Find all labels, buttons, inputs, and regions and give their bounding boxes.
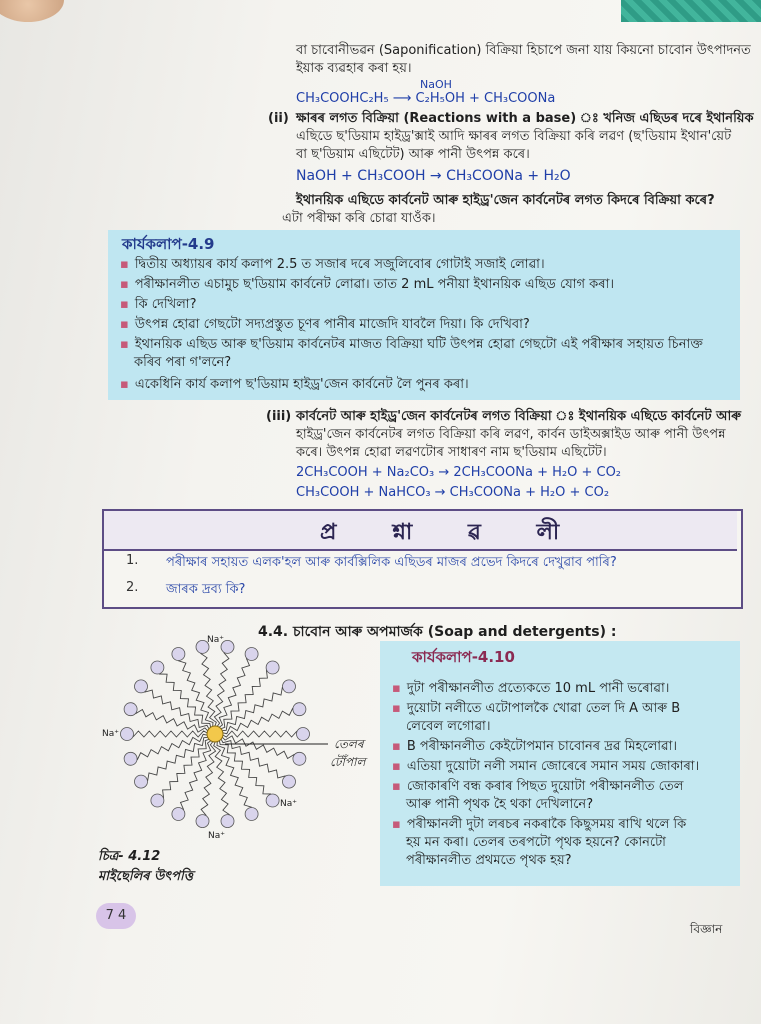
questions-title: প্ৰ শ্না ৱ লী (320, 520, 584, 545)
chemical-equation: NaOH + CH₃COOH → CH₃COONa + H₂O (296, 168, 571, 184)
activity-item: ▪ একেধিনি কাৰ্য কলাপ ছ'ডিয়াম হাইড্ৰ'জেন কাৰ্বনেট লৈ পুনৰ কৰা। (120, 376, 469, 393)
activity-item: ▪ দুটা পৰীক্ষানলীত প্ৰত্যেকতে 10 mL পানী ভৰোৱা। (392, 680, 669, 697)
chemical-equation: 2CH₃COOH + Na₂CO₃ → 2CH₃COONa + H₂O + CO₂ (296, 465, 622, 480)
ionic-head (293, 703, 306, 716)
question-text: পৰীক্ষাৰ সহায়ত এলক'হল আৰু কাৰ্বক্সিলিক এছিডৰ মাজৰ প্ৰভেদ কিদৰে দেখুৱাব পাৰি? (166, 555, 617, 570)
text-line: ইথানয়িক এছিডে কাৰ্বনেট আৰু হাইড্ৰ'জেন কাৰ্বনেটৰ লগত কিদৰে বিক্ৰিয়া কৰে? (296, 193, 715, 208)
text-line: বা ছ'ডিয়াম এছিটেট) আৰু পানী উৎপন্ন কৰে। (296, 147, 530, 162)
sodium-ion-label: Na⁺ (102, 729, 119, 739)
hydrocarbon-tail (137, 734, 209, 760)
question-number: 2. (126, 580, 139, 595)
text-line: হাইড্ৰ'জেন কাৰ্বনেটৰ লগত বিক্ৰিয়া কৰি লৱণ, কাৰ্বন ডাইঅক্সাইড আৰু পানী উৎপন্ন (296, 427, 726, 442)
activity-title: কাৰ্যকলাপ-4.10 (412, 648, 515, 666)
activity-item: ▪ পৰীক্ষানলী দুটা লৰচৰ নকৰাকৈ কিছুসময় ৰাখি থলে কি (392, 816, 686, 833)
ionic-head (151, 661, 164, 674)
section-heading: 4.4. চাবোন আৰু অপমাৰ্জক (Soap and detergents) : (258, 624, 617, 640)
text-line: কৰে। উৎপন্ন হোৱা লৱণটোৰ সাধাৰণ নাম ছ'ডিয়াম এছিটেট। (296, 445, 607, 460)
section-marker: (ii) (268, 111, 289, 126)
activity-item: ▪ কি দেখিলা? (120, 296, 196, 313)
hydrocarbon-tail (221, 708, 293, 734)
ionic-head (297, 728, 310, 741)
hydrocarbon-tail (159, 674, 211, 730)
ionic-head (266, 661, 279, 674)
chemical-equation: CH₃COOHC₂H₅ ⟶ C₂H₅OH + CH₃COONa (296, 91, 556, 106)
activity-item: ▪ এতিয়া দুয়োটা নলী সমান জোৰেৰে সমান সময় জোকাৰা। (392, 758, 699, 775)
book-subject: বিজ্ঞান (690, 922, 723, 936)
ionic-head (124, 752, 137, 765)
text-line: ইয়াক ব্যৱহাৰ কৰা হয়। (296, 61, 412, 76)
figure-caption: মাইছেলিৰ উৎপত্তি (98, 869, 194, 884)
ionic-head (135, 775, 148, 788)
ionic-head (151, 794, 164, 807)
finger (0, 0, 64, 22)
ionic-head (266, 794, 279, 807)
activity-item: ▪ B পৰীক্ষানলীত কেইটোপমান চাবোনৰ দ্ৰৱ মিহলোৱা। (392, 738, 677, 755)
ionic-head (245, 648, 258, 661)
activity-item-continued: লেবেল লগোৱা। (406, 719, 491, 734)
question-number: 1. (126, 553, 139, 568)
sodium-ion-label: Na⁺ (280, 799, 297, 809)
page-number: 7 4 (96, 903, 136, 929)
hydrocarbon-tail (144, 690, 210, 731)
ionic-head (124, 703, 137, 716)
sodium-ion-label: Na⁺ (207, 635, 224, 645)
activity-item-continued: হয় মন কৰা। তেলৰ তৰপটো পৃথক হয়নে? কোনটো (406, 835, 666, 850)
figure-caption: চিত্ৰ- 4.12 (98, 849, 161, 864)
activity-item: ▪ পৰীক্ষানলীত এচামুচ ছ'ডিয়াম কাৰ্বনেট লোৱা। তাত 2 mL পনীয়া ইথানয়িক এছিড যোগ কৰা। (120, 276, 614, 293)
ionic-head (172, 648, 185, 661)
cloth-edge (621, 0, 761, 22)
oil-drop-label: টোঁপাল (330, 755, 366, 769)
ionic-head (245, 808, 258, 821)
ionic-head (172, 808, 185, 821)
ionic-head (121, 728, 134, 741)
section-marker: (iii) (266, 409, 292, 424)
activity-item-continued: আৰু পানী পৃথক হৈ থকা দেখিলানে? (406, 797, 594, 812)
activity-item: ▪ ইথানয়িক এছিড আৰু ছ'ডিয়াম কাৰ্বনেটৰ মাজত বিক্ৰিয়া ঘটি উৎপন্ন হোৱা গেছটো এই পৰীক্ষাৰ সহায়ত চিনাক্ত (120, 336, 703, 353)
ionic-head (196, 815, 209, 828)
ionic-head (283, 775, 296, 788)
hydrocarbon-tail (220, 687, 282, 731)
ionic-head (221, 815, 234, 828)
oil-drop-label: তেলৰ (334, 737, 364, 751)
oil-droplet (207, 726, 223, 742)
chemical-equation: CH₃COOH + NaHCO₃ → CH₃COONa + H₂O + CO₂ (296, 485, 610, 500)
question-text: জাৰক দ্ৰব্য কি? (166, 582, 246, 597)
activity-item: ▪ দুয়োটা নলীতে এটোপালকৈ খোৱা তেল দি A আৰু B (392, 700, 680, 717)
ionic-head (293, 752, 306, 765)
ionic-head (135, 680, 148, 693)
hydrocarbon-tail (220, 737, 286, 778)
text-line: এছিডে ছ'ডিয়াম হাইড্ৰ'ক্সাই আদি ক্ষাৰৰ লগত বিক্ৰিয়া কৰি লৱণ (ছ'ডিয়াম ইথান'য়েট (296, 129, 732, 144)
activity-item-continued: কৰিব পৰা গ'লনে? (134, 355, 232, 370)
activity-item: ▪ দ্বিতীয় অধ্যায়ৰ কাৰ্য কলাপ 2.5 ত সজাৰ দৰে সজুলিবোৰ গোটাই সজাই লোৱা। (120, 256, 545, 273)
hydrocarbon-tail (219, 739, 271, 795)
ionic-head (283, 680, 296, 693)
text-line: এটা পৰীক্ষা কৰি চোৱা যাওঁক। (282, 211, 436, 226)
activity-item-continued: পৰীক্ষানলীত প্ৰথমতে পৃথক হয়? (406, 853, 572, 868)
reaction-condition: NaOH (420, 78, 452, 91)
text-line: বা চাবোনীভৱন (Saponification) বিক্ৰিয়া হিচাপে জনা যায় কিয়নো চাবোন উৎপাদনত (296, 43, 751, 58)
text-line: কাৰ্বনেট আৰু হাইড্ৰ'জেন কাৰ্বনেটৰ লগত বিক্ৰিয়া ঃ ইথানয়িক এছিডে কাৰ্বনেট আৰু (296, 409, 742, 424)
activity-item: ▪ জোকাৰণি বন্ধ কৰাৰ পিছত দুয়োটা পৰীক্ষানলীত তেল (392, 778, 683, 795)
hydrocarbon-tail (148, 737, 210, 781)
sodium-ion-label: Na⁺ (208, 831, 225, 841)
activity-item: ▪ উৎপন্ন হোৱা গেছটো সদ্যপ্ৰস্তুত চূণৰ পানীৰ মাজেদি যাবলৈ দিয়া। কি দেখিবা? (120, 316, 530, 333)
text-line: ক্ষাৰৰ লগত বিক্ৰিয়া (Reactions with a base) ঃ খনিজ এছিডৰ দৰে ইথানয়িক (296, 111, 754, 126)
activity-title: কাৰ্যকলাপ-4.9 (122, 235, 215, 253)
